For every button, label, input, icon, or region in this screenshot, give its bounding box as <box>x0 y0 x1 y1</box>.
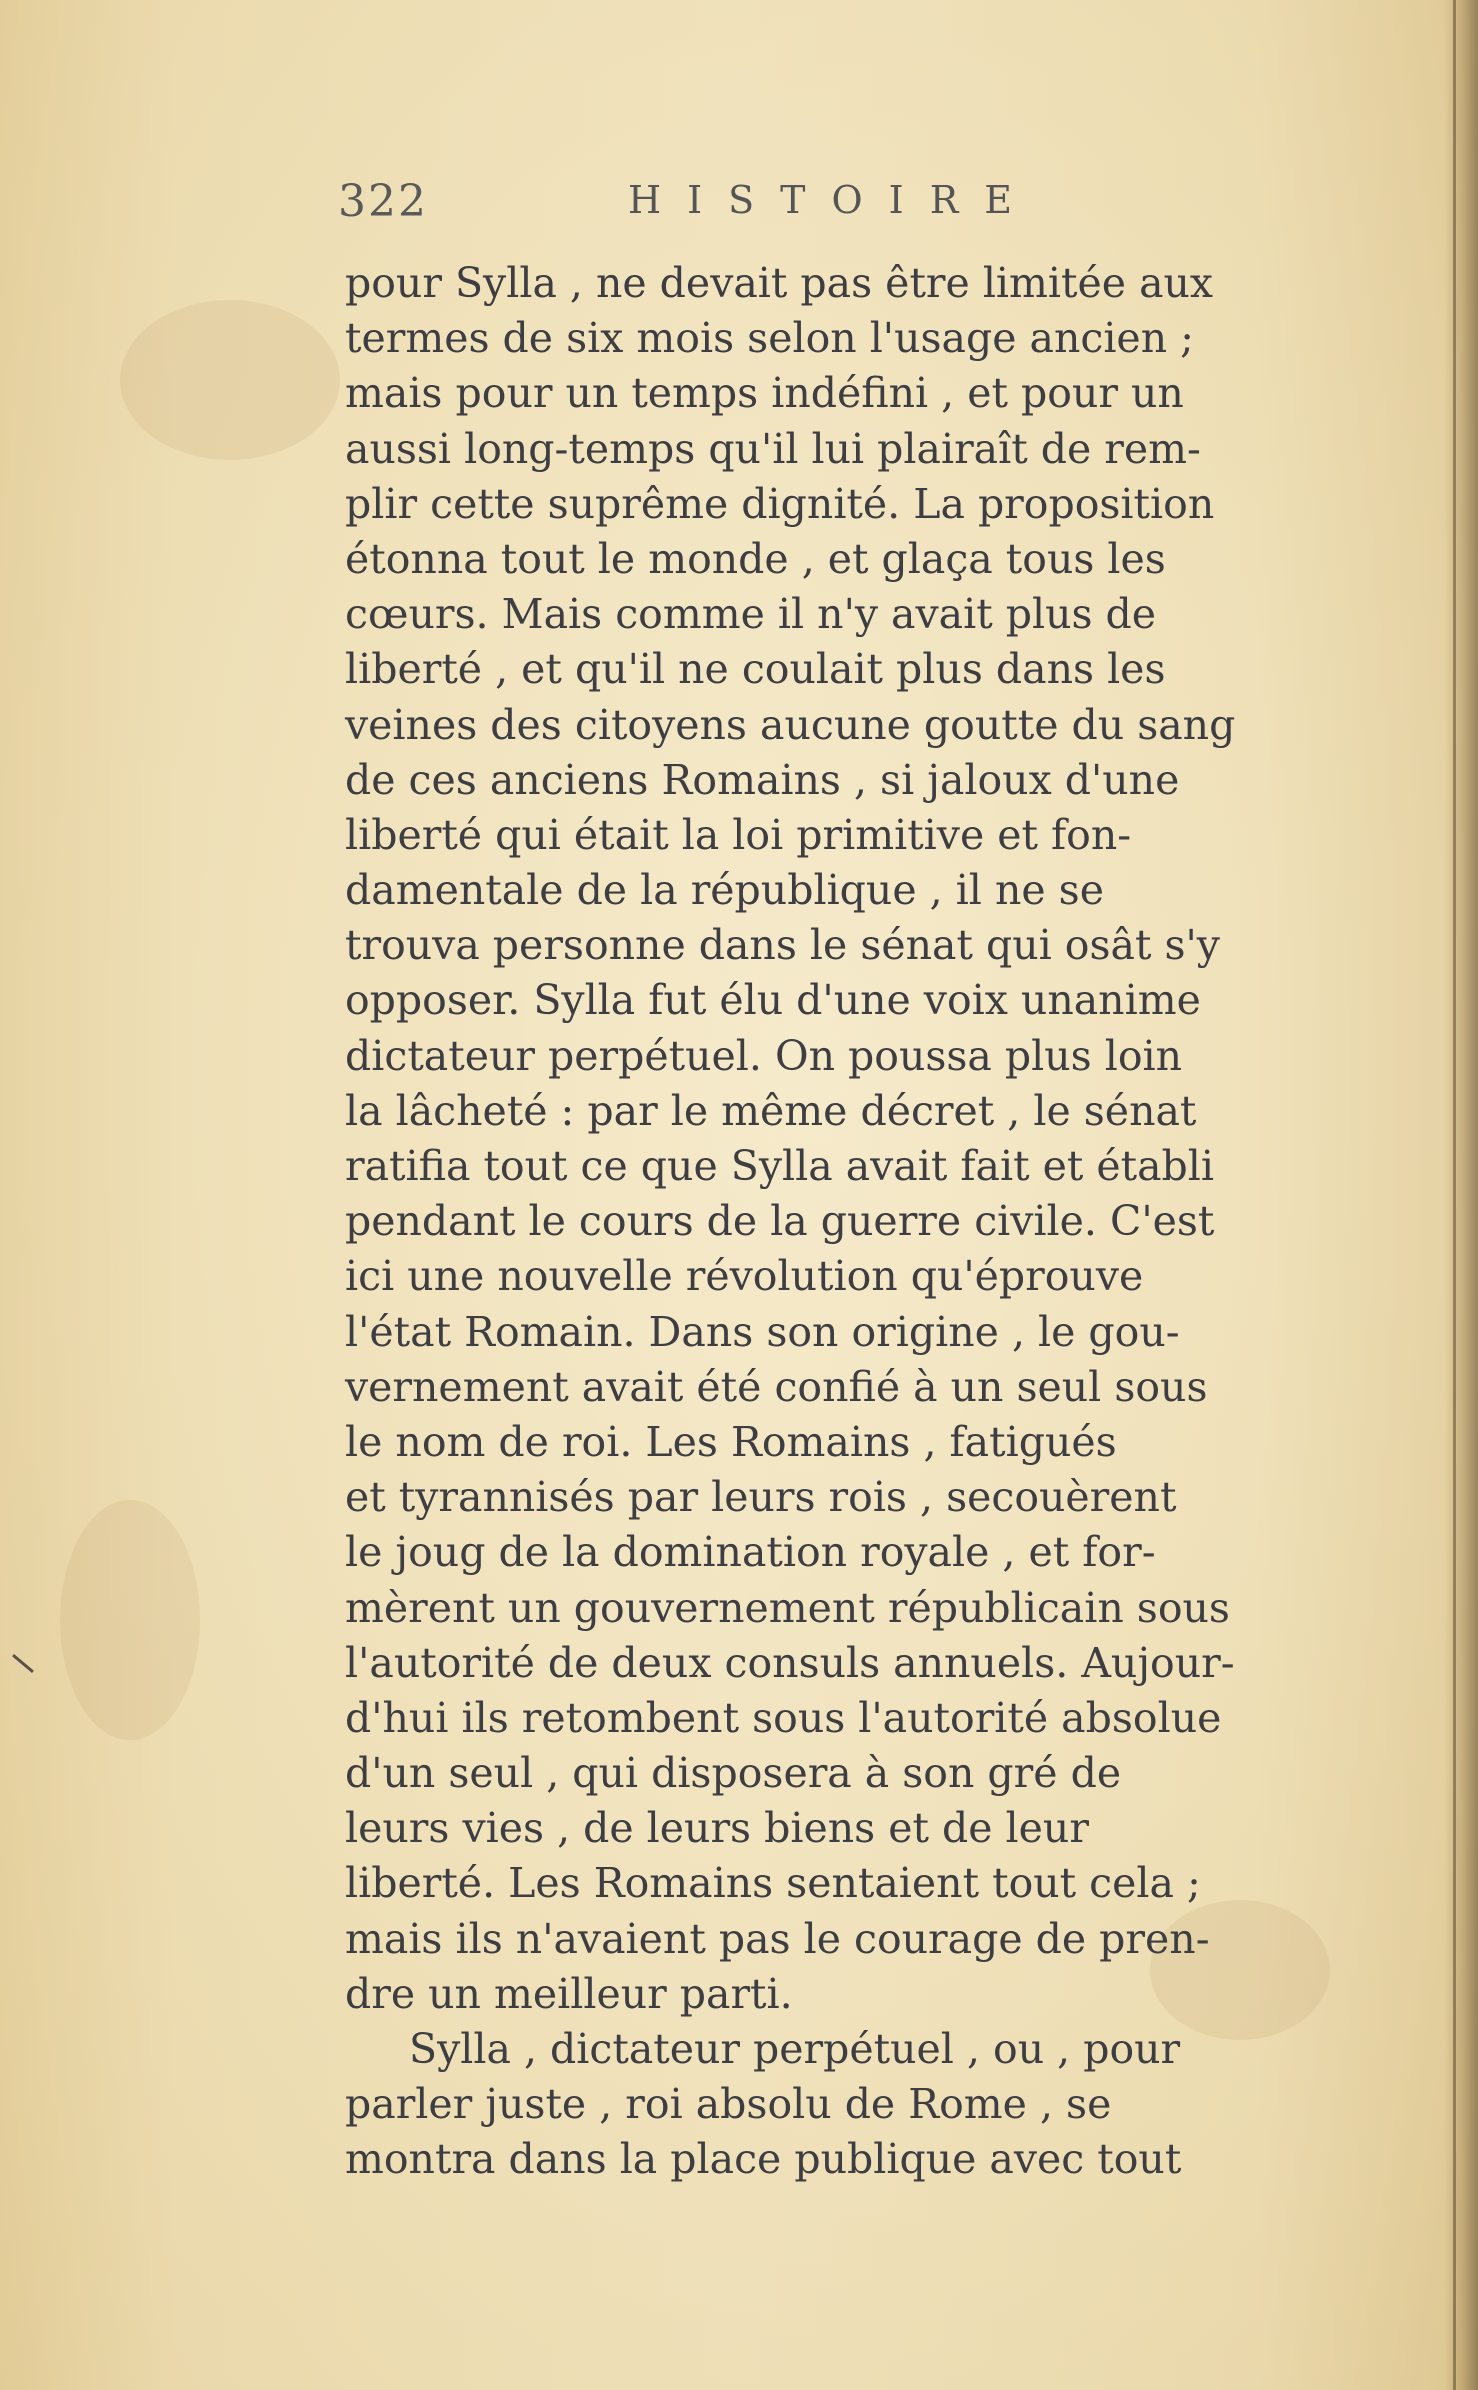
text-line: mais pour un temps indéfini , et pour un <box>345 369 1184 418</box>
text-line: le nom de roi. Les Romains , fatigués <box>345 1417 1117 1466</box>
text-line: liberté , et qu'il ne coulait plus dans les <box>345 645 1166 694</box>
text-line: liberté. Les Romains sentaient tout cela ; <box>345 1859 1201 1908</box>
paper-stain <box>120 300 340 460</box>
text-line: leurs vies , de leurs biens et de leur <box>345 1804 1089 1853</box>
text-line: damentale de la république , il ne se <box>345 866 1104 915</box>
text-line: étonna tout le monde , et glaça tous les <box>345 534 1166 583</box>
text-line: ici une nouvelle révolution qu'éprouve <box>345 1252 1144 1301</box>
text-line: le joug de la domination royale , et for- <box>345 1528 1156 1577</box>
text-line: de ces anciens Romains , si jaloux d'une <box>345 755 1180 804</box>
page-edge-line <box>1453 0 1456 2390</box>
paper-stain <box>60 1500 200 1740</box>
text-line: pour Sylla , ne devait pas être limitée aux <box>345 259 1214 307</box>
text-line: ratifia tout ce que Sylla avait fait et établi <box>345 1142 1215 1190</box>
text-line: termes de six mois selon l'usage ancien ; <box>345 314 1194 363</box>
text-line: mais ils n'avaient pas le courage de pren- <box>345 1914 1210 1963</box>
text-line: d'un seul , qui disposera à son gré de <box>345 1749 1122 1798</box>
text-line: plir cette suprême dignité. La proposition <box>345 479 1215 528</box>
text-line: l'autorité de deux consuls annuels. Aujour- <box>345 1638 1235 1687</box>
text-line: vernement avait été confié à un seul sous <box>345 1362 1208 1411</box>
margin-mark <box>12 1654 34 1673</box>
text-line: trouva personne dans le sénat qui osât s'y <box>345 921 1220 970</box>
text-line: dictateur perpétuel. On poussa plus loin <box>345 1031 1183 1080</box>
text-line: liberté qui était la loi primitive et fon- <box>345 810 1132 859</box>
text-line: cœurs. Mais comme il n'y avait plus de <box>345 590 1157 639</box>
text-line: veines des citoyens aucune goutte du sang <box>345 700 1236 749</box>
running-title: HISTOIRE <box>628 178 1039 222</box>
page-number: 322 <box>338 176 428 227</box>
text-line: montra dans la place publique avec tout <box>345 2135 1182 2184</box>
text-line: mèrent un gouvernement républicain sous <box>345 1583 1230 1632</box>
running-head <box>338 176 1238 236</box>
text-line: et tyrannisés par leurs rois , secouèrent <box>345 1473 1177 1522</box>
text-line: dre un meilleur parti. <box>345 1969 793 2018</box>
text-line: la lâcheté : par le même décret , le sénat <box>345 1086 1197 1135</box>
text-line: opposer. Sylla fut élu d'une voix unanime <box>345 976 1201 1025</box>
text-line: d'hui ils retombent sous l'autorité absolue <box>345 1693 1222 1742</box>
text-line-paragraph-start: Sylla , dictateur perpétuel , ou , pour <box>409 2025 1181 2073</box>
text-line: l'état Romain. Dans son origine , le gou- <box>345 1307 1180 1356</box>
text-line: pendant le cours de la guerre civile. C'est <box>345 1197 1215 1246</box>
body-text <box>345 256 1305 2188</box>
page-edge-shadow <box>1444 0 1478 2390</box>
text-line: parler juste , roi absolu de Rome , se <box>345 2080 1112 2129</box>
text-line: aussi long-temps qu'il lui plairaît de rem- <box>345 424 1201 473</box>
